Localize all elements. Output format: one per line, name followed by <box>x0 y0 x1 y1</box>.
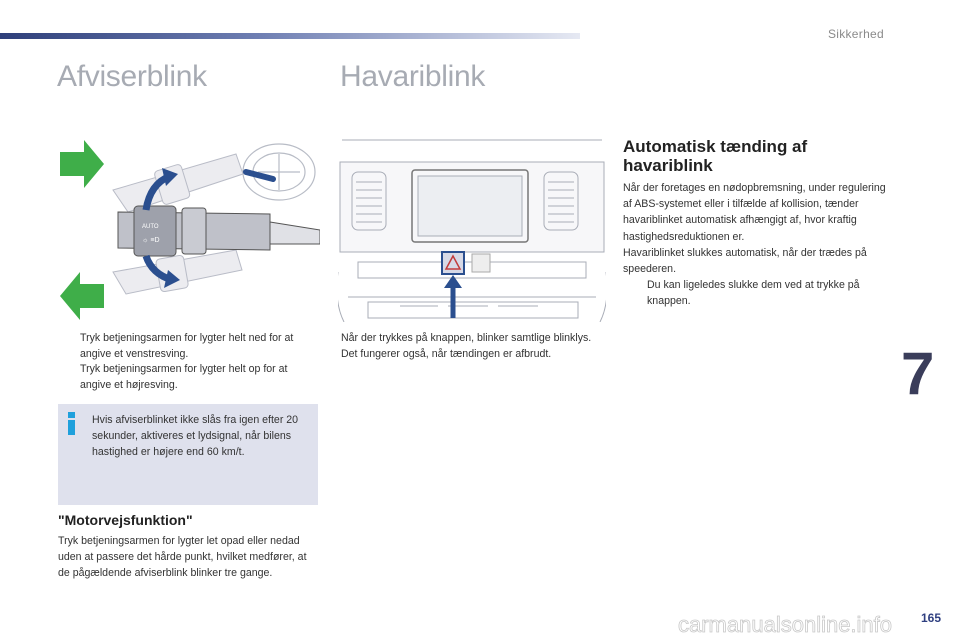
stalk-up-position <box>113 154 243 212</box>
list-item: Tryk betjeningsarmen for lygter helt ned for at angive et venstresving. <box>80 332 294 360</box>
svg-text:carmanualsonline.info: carmanualsonline.info <box>678 612 893 637</box>
auto-hazard-text: Når der foretages en nødopbremsning, under regulering af ABS-systemet eller i tilfælde af kollision, tænder havariblinket automatisk afhængigt af, hvor kraftig hastighedsreduktionen er. Havariblinket slukkes automatisk, når der trædes på speederen. Du kan ligeledes slukke dem ved at trykke på knappen. <box>623 180 888 310</box>
info-icon <box>66 412 77 436</box>
list-item: Du kan ligeledes slukke dem ved at trykke på knappen. <box>647 279 860 308</box>
page-number: 165 <box>920 611 941 625</box>
motorvej-text: Tryk betjeningsarmen for lygter let opad eller nedad uden at passere det hårde punkt, hvilket medfører, at de pågældende afviserblink blinker tre gange. <box>58 535 307 580</box>
info-text: Hvis afviserblinket ikke slås fra igen efter 20 sekunder, aktiveres et lydsignal, når bilens hastighed er højere end 60 km/t. <box>92 414 299 458</box>
watermark-logo <box>676 606 960 640</box>
info-box <box>58 404 318 505</box>
dashboard-hazard-illustration <box>338 132 606 322</box>
pointer-arrow-icon <box>246 172 273 179</box>
header-rule <box>0 33 580 39</box>
press-arrowhead <box>444 275 462 288</box>
svg-text:☼ ≡D: ☼ ≡D <box>142 237 160 244</box>
adjacent-button-icon <box>472 254 490 272</box>
left-turn-green-arrow-icon <box>60 272 104 320</box>
stalk-down-position <box>113 250 242 294</box>
chapter-number: 7 <box>901 340 935 407</box>
right-turn-green-arrow-icon <box>60 140 104 188</box>
stalk-main <box>118 206 320 256</box>
hazard-description: Når der trykkes på knappen, blinker samtlige blinklys. Det fungerer også, når tændingen er afbrudt. <box>341 332 592 361</box>
hazard-button-icon <box>442 252 464 274</box>
auto-hazard-title: Automatisk tænding af havariblink <box>623 137 808 175</box>
svg-text:AUTO: AUTO <box>142 224 159 230</box>
havariblink-title: Havariblink <box>340 60 486 93</box>
section-label: Sikkerhed <box>827 27 884 41</box>
afviserblink-title: Afviserblink <box>57 60 207 93</box>
turn-signal-stalk-illustration <box>58 132 320 322</box>
motorvej-title: "Motorvejsfunktion" <box>58 512 193 528</box>
turn-signal-instructions <box>58 331 320 393</box>
list-item: Tryk betjeningsarmen for lygter helt op for at angive et højresving. <box>80 363 288 391</box>
